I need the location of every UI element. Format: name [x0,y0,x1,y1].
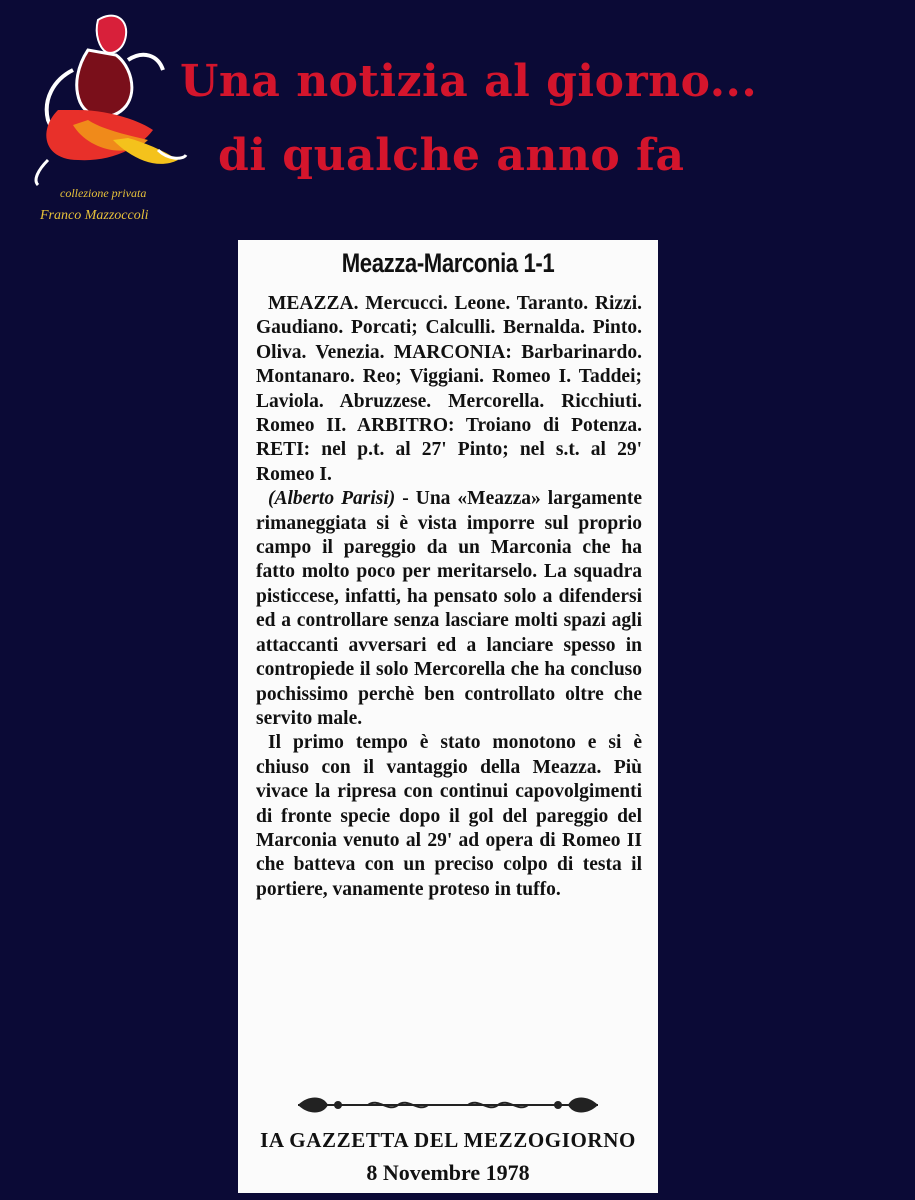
ornament-divider [278,1085,618,1125]
article-lineups: MEAZZA. Mercucci. Leone. Taranto. Rizzi. Gaudiano. Porcati; Calculli. Bernalda. Pinto. Oliva. Venezia. MARCONIA: Barbarinardo. Montanaro. Reo; Viggiani. Romeo I. Taddei; Laviola. Abruzzese. Mercorella. Ricchiuti. Romeo II. ARBITRO: Troiano di Potenza. RETI: nel p.t. al 27' Pinto; nel s.t. al 29' Romeo I. [256,293,642,485]
publication-date: 8 Novembre 1978 [366,1160,530,1185]
newspaper-clipping [238,240,658,1193]
article-paragraph-2: Il primo tempo è stato monotono e si è chiuso con il vantaggio della Meazza. Più vivace la ripresa con continui capovolgimenti di fronte specie dopo il gol del pareggio del Marconia venuto al 29' ad opera di Romeo II che batteva con un preciso colpo di testa il portiere, vanamente proteso in tuffo. [256,732,642,900]
article-byline: (Alberto Parisi) [268,488,396,510]
article-body [256,292,642,902]
article-title: Meazza-Marconia 1-1 [341,248,555,278]
headline-line-2: di qualche anno fa [218,130,685,181]
newspaper-name: IA GAZZETTA DEL MEZZOGIORNO [260,1128,636,1152]
article-paragraph-1 [256,487,642,731]
logo [10,10,200,230]
article-paragraph-1-text: - Una «Meazza» largamente rimaneggiata si è vista imporre sul proprio campo il pareggio da un Marconia che ha fatto molto poco per meritarselo. La squadra pisticcese, infatti, ha pensato solo a difendersi ed a controllare senza lasciare molti spazi agli attaccanti avversari ed a lanciare spesso in contropiede il solo Mercorella che ha concluso pochissimo perchè ben controllato oltre che servito male. [256,488,642,729]
logo-caption-collection: collezione privata [60,186,147,200]
headline-line-1: Una notizia al giorno... [180,56,758,107]
dancer-icon [18,10,188,190]
logo-caption-owner: Franco Mazzoccoli [40,208,149,223]
